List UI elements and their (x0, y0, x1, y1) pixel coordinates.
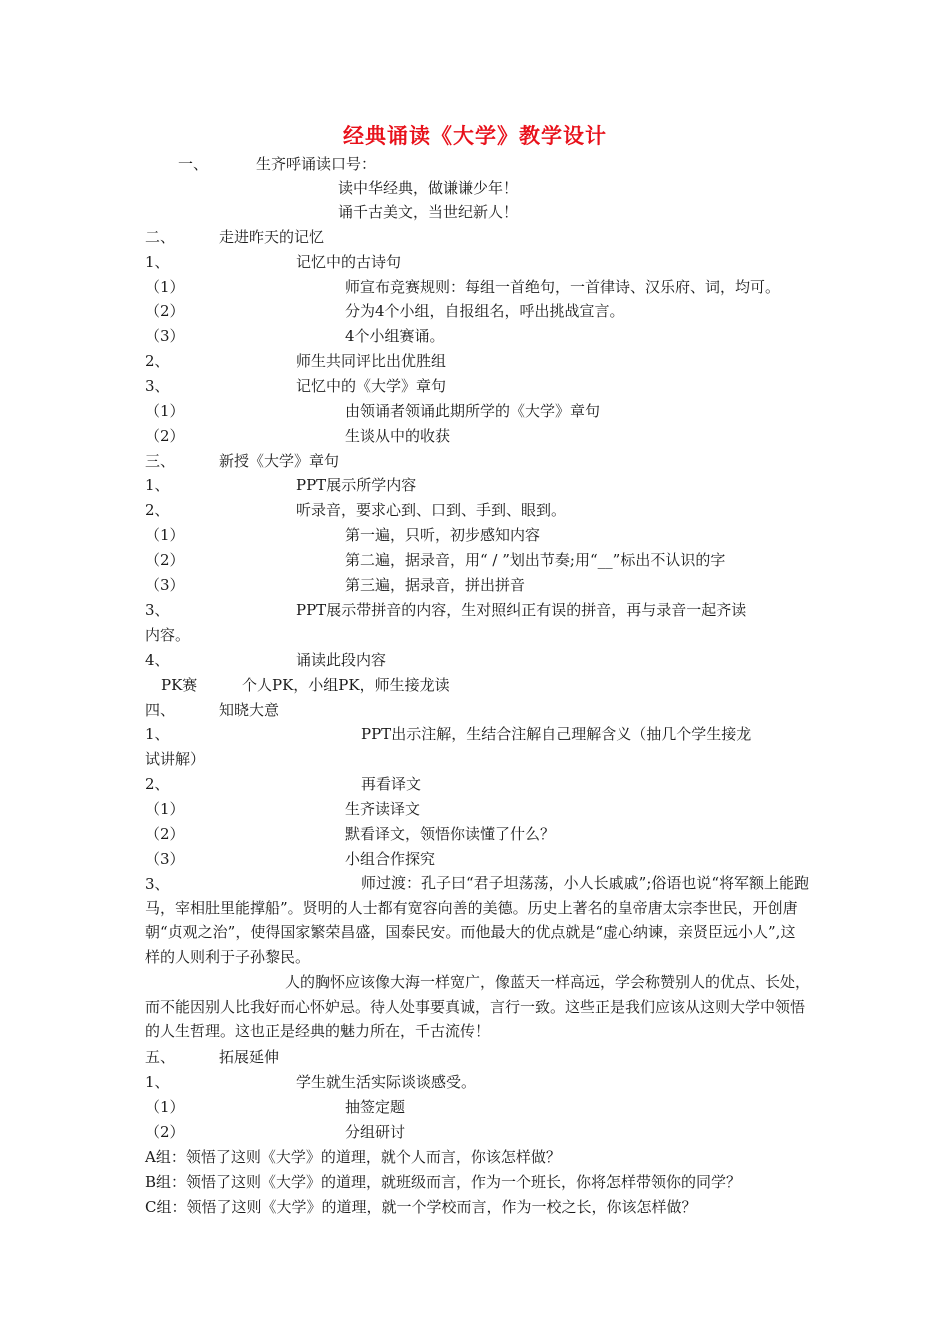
subitem-text: 第三遍，据录音，拼出拼音 (345, 576, 526, 594)
item-text: 记忆中的《大学》章句 (296, 377, 447, 395)
item-text: PPT展示带拼音的内容，生对照纠正有误的拼音，再与录音一起齐读 (296, 601, 747, 619)
section-number: 二、 (145, 228, 176, 246)
section-number: 三、 (145, 452, 176, 470)
subitem-number: （1） (145, 402, 185, 420)
subitem-text: 生谈从中的收获 (345, 427, 451, 445)
subitem-text: 小组合作探究 (345, 850, 436, 868)
item-text: 学生就生活实际谈谈感受。 (296, 1073, 477, 1091)
item-text-continuation: 试讲解） (145, 750, 206, 768)
subitem-number: （2） (145, 825, 185, 843)
item-number: 3、 (145, 875, 170, 893)
slogan-line: 诵千古美文，当世纪新人！ (338, 203, 519, 221)
section-heading: 新授《大学》章句 (219, 452, 340, 470)
item-text: PPT出示注解，生结合注解自己理解含义（抽几个学生接龙 (361, 725, 752, 743)
section-heading: 走进昨天的记忆 (219, 228, 325, 246)
subitem-text: 生齐读译文 (345, 800, 421, 818)
item-number: 1、 (145, 725, 170, 743)
paragraph-text: 师过渡：孔子曰“君子坦荡荡，小人长戚戚”;俗语也说“将军额上能跑马，宰相肚里能撑船”。贤明的人士都有宽容向善的美德。历史上著名的皇帝唐太宗李世民，开创唐朝“贞观之治”，使得国家繁荣昌盛，国泰民安。而他最大的优点就是“虚心纳谏，亲贤臣远小人”,这样的人则利于子孙黎民。 (145, 874, 810, 967)
section-heading: 拓展延伸 (219, 1048, 280, 1066)
subitem-text: 分组研讨 (345, 1123, 406, 1141)
item-number: 1、 (145, 1073, 170, 1091)
subitem-number: （2） (145, 551, 185, 569)
subitem-number: （3） (145, 576, 185, 594)
item-number: 1、 (145, 253, 170, 271)
section-number: 五、 (145, 1048, 176, 1066)
subitem-number: （2） (145, 1123, 185, 1141)
item-text-continuation: 内容。 (145, 626, 191, 644)
subitem-text: 分为4个小组，自报组名，呼出挑战宣言。 (345, 302, 625, 320)
item-number: 3、 (145, 377, 170, 395)
pk-text: 个人PK，小组PK，师生接龙读 (242, 676, 450, 694)
section-number: 一、 (178, 155, 209, 173)
document-title: 经典诵读《大学》教学设计 (343, 124, 607, 148)
item-text: 再看译文 (361, 775, 422, 793)
item-number: 3、 (145, 601, 170, 619)
subitem-text: 默看译文，领悟你读懂了什么？ (345, 825, 556, 843)
item-number: 1、 (145, 476, 170, 494)
narrative-paragraph (145, 970, 810, 1044)
subitem-number: （1） (145, 800, 185, 818)
slogan-line: 读中华经典，做谦谦少年！ (338, 179, 519, 197)
item-text: 记忆中的古诗句 (296, 253, 402, 271)
item-number: 4、 (145, 651, 170, 669)
group-task: B组：领悟了这则《大学》的道理，就班级而言，作为一个班长，你将怎样带领你的同学？ (145, 1173, 742, 1191)
item-text: 师生共同评比出优胜组 (296, 352, 447, 370)
section-number: 四、 (145, 701, 176, 719)
subitem-number: （3） (145, 850, 185, 868)
subitem-number: （1） (145, 1098, 185, 1116)
paragraph-text: 人的胸怀应该像大海一样宽广，像蓝天一样高远，学会称赞别人的优点、长处，而不能因别人比我好而心怀妒忌。待人处事要真诚，言行一致。这些正是我们应该从这则大学中领悟的人生哲理。这也正是经典的魅力所在，千古流传！ (145, 973, 811, 1041)
subitem-number: （1） (145, 278, 185, 296)
subitem-number: （3） (145, 327, 185, 345)
subitem-text: 由领诵者领诵此期所学的《大学》章句 (345, 402, 601, 420)
pk-label: PK赛 (161, 676, 198, 694)
subitem-text: 4个小组赛诵。 (345, 327, 445, 345)
subitem-text: 师宣布竞赛规则：每组一首绝句，一首律诗、汉乐府、词，均可。 (345, 278, 781, 296)
subitem-number: （1） (145, 526, 185, 544)
item-number: 2、 (145, 501, 170, 519)
subitem-number: （2） (145, 427, 185, 445)
item-number: 2、 (145, 352, 170, 370)
item-text: 听录音，要求心到、口到、手到、眼到。 (296, 501, 567, 519)
item-number: 2、 (145, 775, 170, 793)
subitem-number: （2） (145, 302, 185, 320)
section-heading: 生齐呼诵读口号： (256, 155, 377, 173)
item-text: PPT展示所学内容 (296, 476, 417, 494)
item-text: 诵读此段内容 (296, 651, 387, 669)
subitem-text: 第一遍，只听，初步感知内容 (345, 526, 541, 544)
subitem-text: 第二遍，据录音，用“ / ”划出节奏;用“__”标出不认识的字 (345, 551, 726, 569)
group-task: A组：领悟了这则《大学》的道理，就个人而言，你该怎样做？ (145, 1148, 561, 1166)
narrative-paragraph (145, 871, 810, 970)
section-heading: 知晓大意 (219, 701, 280, 719)
subitem-text: 抽签定题 (345, 1098, 406, 1116)
group-task: C组：领悟了这则《大学》的道理，就一个学校而言，作为一校之长，你该怎样做？ (145, 1198, 697, 1216)
